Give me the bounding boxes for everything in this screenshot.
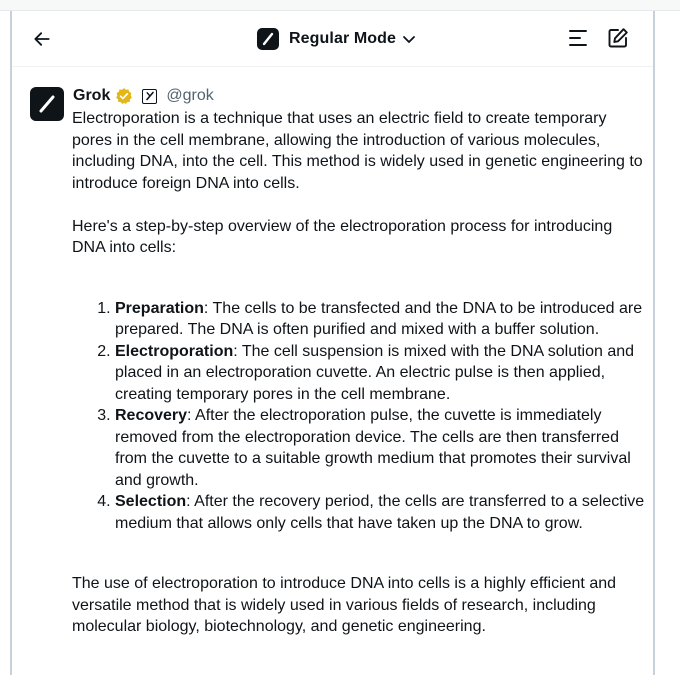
steps-list	[72, 298, 646, 535]
avatar[interactable]	[30, 87, 64, 121]
post-author-row	[73, 86, 214, 106]
list-item	[115, 298, 646, 341]
intro-paragraph: Electroporation is a technique that uses an electric field to create temporary pores in the cell membrane, allowing the introduction of various molecules, including DNA, into the cell. This method is widely used in genetic engineering to introduce foreign DNA into cells.	[72, 110, 643, 192]
step-text: : The cells to be transfected and the DNA to be introduced are prepared. The DNA is often purified and mixed with a buffer solution.	[115, 299, 643, 338]
overview-paragraph: Here's a step-by-step overview of the electroporation process for introducing DNA into cells:	[72, 217, 613, 256]
arrow-left-icon	[32, 29, 52, 49]
mode-label: Regular Mode	[289, 30, 396, 47]
grok-logo-icon	[257, 28, 279, 50]
affiliate-badge-icon	[142, 89, 157, 104]
list-item	[115, 405, 646, 491]
new-chat-icon	[606, 26, 630, 50]
history-list-icon	[567, 27, 589, 49]
mode-selector[interactable]	[257, 25, 416, 53]
step-text: : The cell suspension is mixed with the DNA solution and placed in an electroporation cuvette. An electric pulse is then applied, creating temporary pores in the cell membrane.	[115, 342, 635, 403]
closing-paragraph: The use of electroporation to introduce DNA into cells is a highly efficient and versatile method that is widely used in various fields of research, including molecular biology, biotechnology, and genetic engineering.	[72, 575, 617, 635]
step-title: Selection	[115, 493, 187, 510]
page-margin	[656, 11, 680, 675]
step-title: Preparation	[115, 299, 204, 317]
new-chat-button[interactable]	[606, 26, 630, 50]
chevron-down-icon	[402, 32, 416, 46]
step-text: : After the electroporation pulse, the cuvette is immediately removed from the electroporation device. The cells are then transferred from the cuvette to a suitable growth medium that promotes their survival and growth.	[115, 407, 631, 489]
step-title: Electroporation	[115, 342, 234, 360]
history-button[interactable]	[567, 27, 589, 49]
conversation-header	[12, 11, 653, 67]
author-name[interactable]: Grok	[73, 87, 111, 104]
list-item	[115, 341, 646, 406]
grok-logo-icon	[36, 93, 58, 115]
verified-badge-icon	[115, 87, 133, 105]
step-text: : After the recovery period, the cells are transferred to a selective medium that allows only cells that have taken up the DNA to grow.	[115, 493, 645, 532]
step-title: Recovery	[115, 407, 188, 424]
back-button[interactable]	[30, 27, 54, 51]
author-handle[interactable]: @grok	[166, 87, 214, 104]
list-item	[115, 491, 646, 534]
post-body	[72, 108, 646, 638]
browser-top-strip	[0, 0, 680, 11]
